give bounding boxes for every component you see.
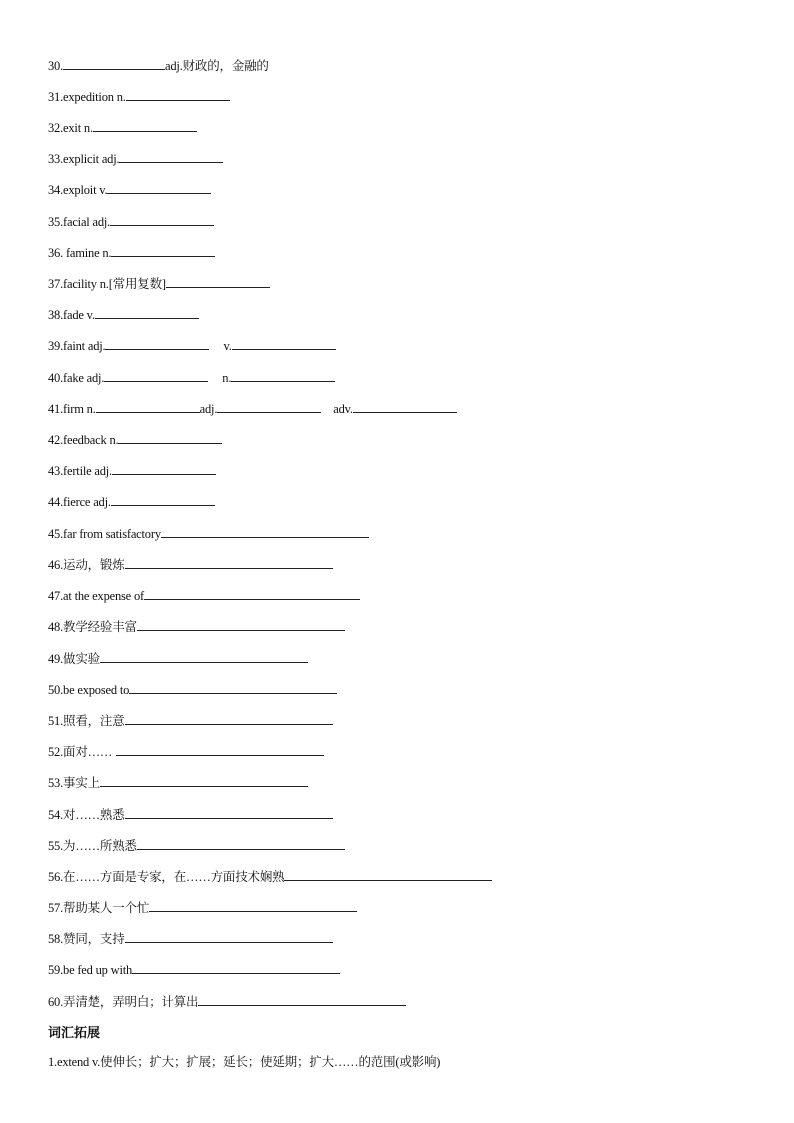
answer-blank[interactable] [132,961,340,974]
item-39 [48,337,336,354]
item-30 [48,57,269,74]
item-47 [48,587,360,604]
answer-blank[interactable] [125,556,333,569]
answer-blank[interactable] [105,337,209,350]
item-second-prompt: v. [223,339,232,353]
item-prompt: 43.fertile adj. [48,464,112,478]
item-53 [48,774,308,791]
answer-blank[interactable] [95,306,199,319]
item-57 [48,899,357,916]
item-49 [48,650,308,667]
item-prompt: 46.运动，锻炼 [48,558,125,572]
item-prompt: 34.exploit v. [48,183,108,197]
answer-blank[interactable] [110,213,214,226]
item-second-prompt: n. [222,371,232,385]
item-prompt: 58.赞同，支持 [48,932,125,946]
item-prompt: 59.be fed up with [48,963,133,977]
item-prompt: 51.照看，注意 [48,714,125,728]
item-prompt: 53.事实上 [48,776,100,790]
item-definition: adj.财政的，金融的 [165,59,269,73]
item-prompt: 49.做实验 [48,652,100,666]
item-prompt: 35.facial adj. [48,215,111,229]
answer-blank[interactable] [217,400,321,413]
item-prompt: 56.在……方面是专家，在……方面技术娴熟 [48,870,285,884]
item-third-prompt: adv. [333,402,353,416]
item-prompt: 31.expedition n. [48,90,126,104]
answer-blank[interactable] [166,275,270,288]
answer-blank[interactable] [161,525,369,538]
item-51 [48,712,333,729]
item-second-prompt: adj. [199,402,218,416]
answer-blank[interactable] [149,899,357,912]
item-52 [48,743,324,760]
item-prompt: 36. famine n. [48,246,112,260]
item-48 [48,618,345,635]
item-prompt: 39.faint adj. [48,339,106,353]
item-prompt: 52.面对…… [48,745,113,759]
item-33 [48,150,223,167]
item-32 [48,119,197,136]
item-prompt: 45.far from satisfactory [48,527,161,541]
item-prompt: 50.be exposed to [48,683,130,697]
answer-blank[interactable] [104,369,208,382]
section-heading: 词汇拓展 [48,1026,101,1041]
answer-blank[interactable] [144,587,360,600]
answer-blank[interactable] [107,181,211,194]
item-prompt: 41.firm n. [48,402,96,416]
answer-blank[interactable] [118,431,222,444]
item-59 [48,961,340,978]
item-36 [48,244,215,261]
answer-blank[interactable] [232,337,336,350]
answer-blank[interactable] [112,462,216,475]
extension-item-1 [48,1054,440,1070]
answer-blank[interactable] [111,244,215,257]
item-prompt: 37.facility n.[常用复数] [48,277,166,291]
item-54 [48,806,333,823]
item-55 [48,837,345,854]
answer-blank[interactable] [129,681,337,694]
answer-blank[interactable] [119,150,223,163]
answer-blank[interactable] [125,806,333,819]
item-prompt: 54.对……熟悉 [48,808,125,822]
item-60 [48,993,406,1010]
item-44 [48,493,215,510]
answer-blank[interactable] [63,57,165,70]
item-prompt: 33.explicit adj. [48,152,120,166]
item-37 [48,275,270,292]
item-31 [48,88,230,105]
item-prompt: 47.at the expense of [48,589,144,603]
item-38 [48,306,199,323]
answer-blank[interactable] [137,618,345,631]
item-prompt: 44.fierce adj. [48,495,111,509]
item-50 [48,681,337,698]
answer-blank[interactable] [126,88,230,101]
item-prompt: 42.feedback n. [48,433,119,447]
item-40 [48,369,335,386]
answer-blank[interactable] [125,712,333,725]
answer-blank[interactable] [231,369,335,382]
item-prompt: 55.为……所熟悉 [48,839,137,853]
answer-blank[interactable] [137,837,345,850]
answer-blank[interactable] [116,743,324,756]
item-56 [48,868,492,885]
answer-blank[interactable] [93,119,197,132]
item-46 [48,556,333,573]
item-42 [48,431,222,448]
item-prompt: 40.fake adj. [48,371,105,385]
answer-blank[interactable] [353,400,457,413]
item-41 [48,400,457,417]
item-prompt: 60.弄清楚，弄明白；计算出 [48,995,199,1009]
answer-blank[interactable] [284,868,492,881]
item-34 [48,181,211,198]
item-prompt: 38.fade v. [48,308,95,322]
answer-blank[interactable] [96,400,200,413]
item-prompt: 48.教学经验丰富 [48,620,137,634]
item-35 [48,213,214,230]
item-number: 30. [48,59,64,73]
item-prompt: 57.帮助某人一个忙 [48,901,150,915]
answer-blank[interactable] [111,493,215,506]
answer-blank[interactable] [198,993,406,1006]
extension-text: 1.extend v.使伸长；扩大；扩展；延长；使延期；扩大……的范围(或影响) [48,1055,441,1069]
answer-blank[interactable] [100,774,308,787]
item-43 [48,462,216,479]
answer-blank[interactable] [125,930,333,943]
item-45 [48,525,369,542]
item-prompt: 32.exit n. [48,121,93,135]
item-58 [48,930,333,947]
answer-blank[interactable] [100,650,308,663]
